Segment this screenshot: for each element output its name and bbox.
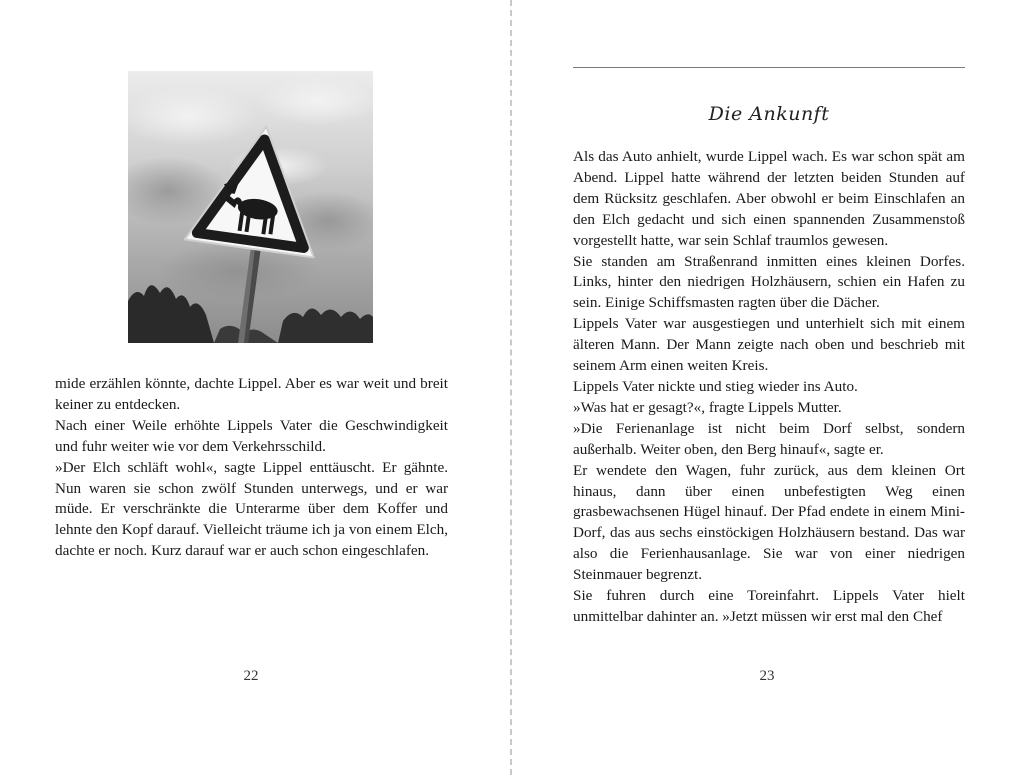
- paragraph: mide erzählen könnte, dachte Lippel. Aber es war weit und breit keiner zu entdecken.: [55, 375, 448, 413]
- paragraph: »Die Ferienanlage ist nicht beim Dorf selbst, sondern außerhalb. Weiter oben, den Berg hinauf«, sagte er.: [573, 419, 965, 458]
- page-number: 22: [243, 668, 259, 684]
- right-page-text: [573, 147, 965, 628]
- chapter-rule: [573, 67, 965, 68]
- moose-warning-sign-illustration: [128, 71, 373, 343]
- left-page-text: [55, 374, 448, 562]
- paragraph: Als das Auto anhielt, wurde Lippel wach. Es war schon spät am Abend. Lippel hatte während der letzten beiden Stunden auf dem Rücksitz geschlafen. Aber obwohl er beim Einschlafen an den Elch gedacht und sich einen spannenden Zusammenstoß vorgestellt hatte, war sein Schlaf traumlos gewesen.: [573, 148, 965, 249]
- paragraph: »Der Elch schläft wohl«, sagte Lippel enttäuscht. Er gähnte. Nun waren sie schon zwölf Stunden unterwegs, und er war müde. Er verschränkte die Unterarme über dem Koffer und lehnte den Kopf darauf. Vielleicht träume ich ja von einem Elch, dachte er noch. Kurz darauf war er auch schon eingeschlafen.: [55, 458, 448, 560]
- paragraph: Er wendete den Wagen, fuhr zurück, aus dem kleinen Ort hinaus, dann über einen unbefestigten Weg einen grasbewachsenen Hügel hinauf. Der Pfad endete in einem Mini-Dorf, das aus sechs einstöckigen Holzhäusern bestand. Das war also die Ferienhausanlage. Sie war von einer niedrigen Steinmauer begrenzt.: [573, 461, 965, 584]
- right-page: [511, 0, 1020, 775]
- paragraph: »Was hat er gesagt?«, fragte Lippels Mutter.: [573, 398, 842, 416]
- chapter-title: Die Ankunft: [708, 103, 830, 125]
- paragraph: Lippels Vater war ausgestiegen und unterhielt sich mit einem älteren Mann. Der Mann zeigte nach oben und beschrieb mit seinem Arm einen weiten Kreis.: [573, 315, 965, 375]
- paragraph: Sie fuhren durch eine Toreinfahrt. Lippels Vater hielt unmittelbar dahinter an. »Jetzt müssen wir erst mal den Chef: [573, 587, 965, 625]
- paragraph: Lippels Vater nickte und stieg wieder ins Auto.: [573, 377, 858, 395]
- moose-warning-sign-icon: [128, 71, 373, 343]
- paragraph: Nach einer Weile erhöhte Lippels Vater die Geschwindigkeit und fuhr weiter wie vor dem Verkehrsschild.: [55, 416, 448, 455]
- page-number: 23: [759, 668, 775, 684]
- paragraph: Sie standen am Straßenrand inmitten eines kleinen Dorfes. Links, hinter den niedrigen Holzhäusern, schien ein Hafen zu sein. Einige Schiffsmasten ragten über die Dächer.: [573, 252, 965, 312]
